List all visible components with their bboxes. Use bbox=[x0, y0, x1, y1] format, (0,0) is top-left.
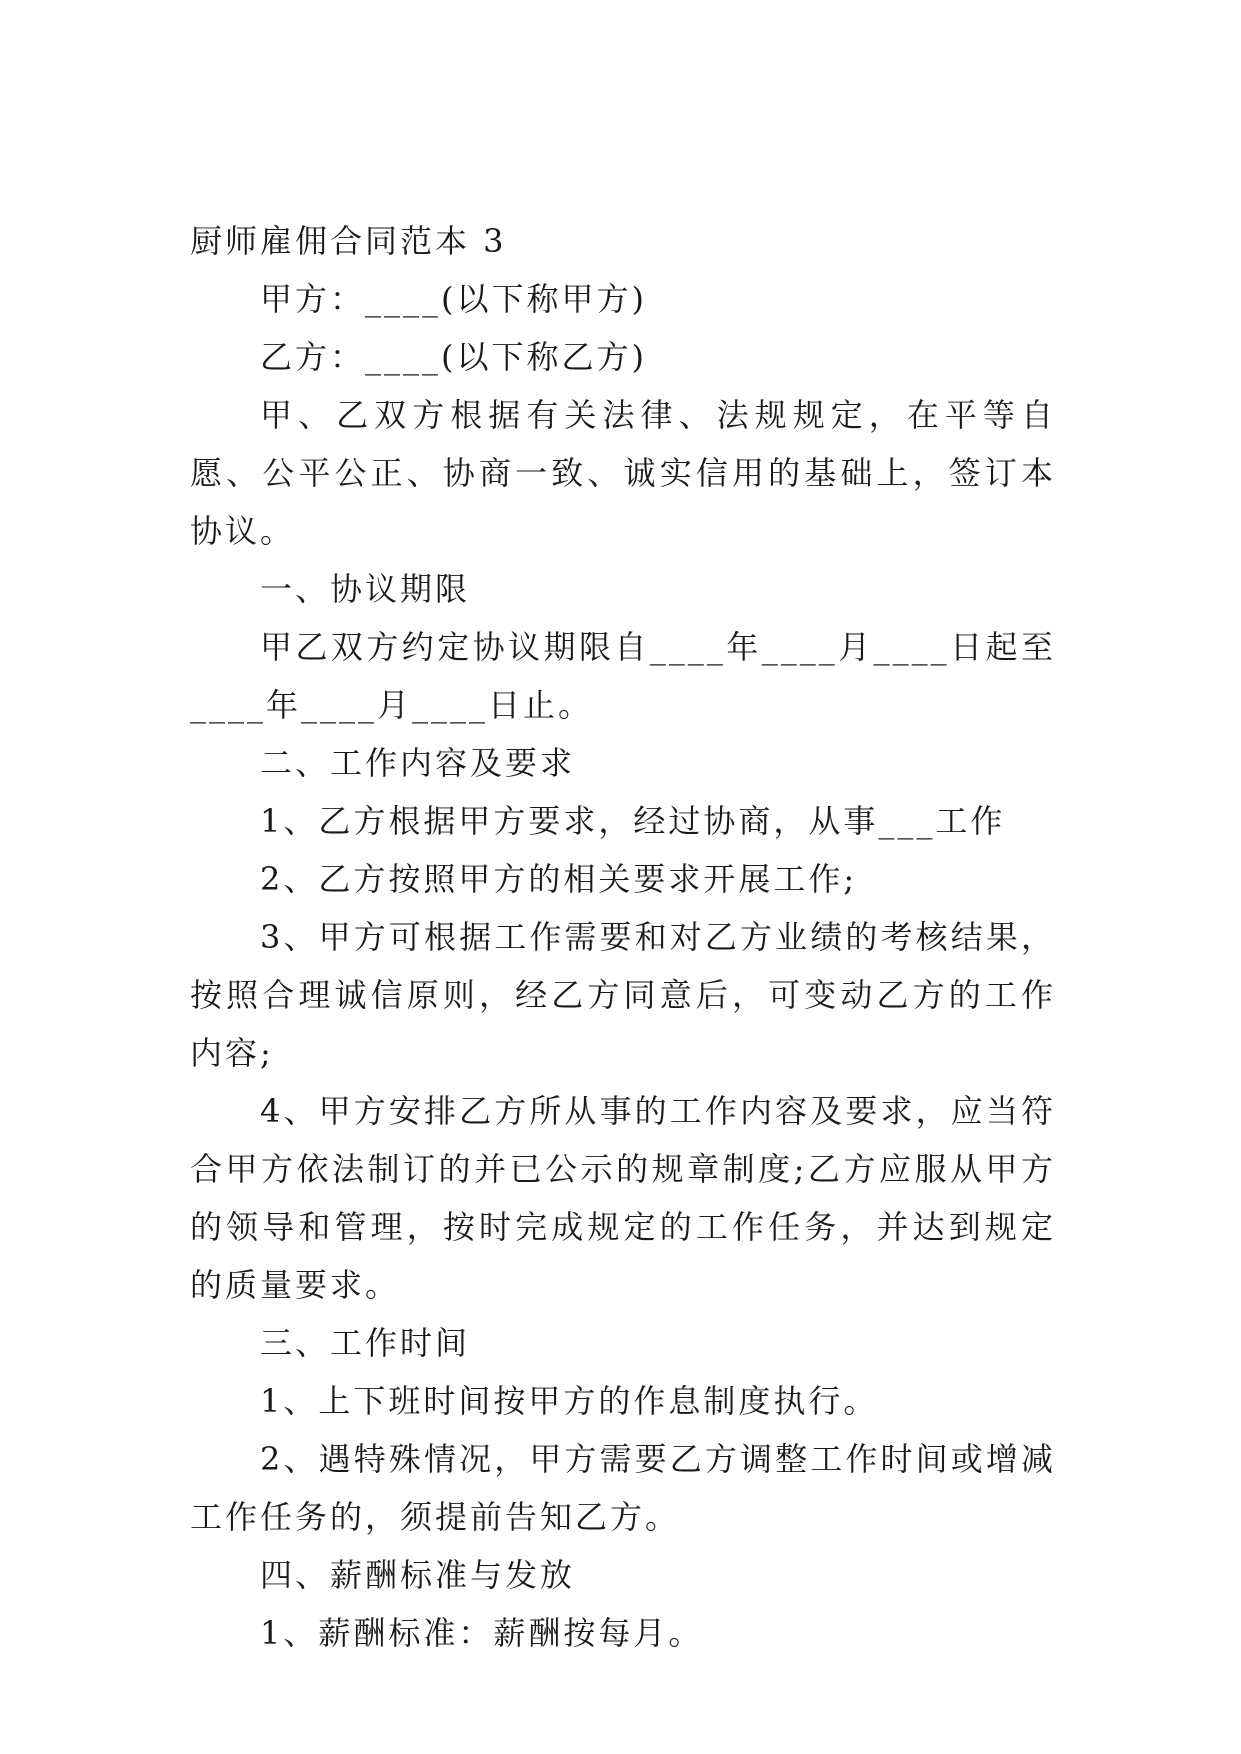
section-heading-salary: 四、薪酬标准与发放 bbox=[260, 1556, 576, 1594]
work-content-item-2: 2、乙方按照甲方的相关要求开展工作; bbox=[260, 860, 858, 898]
work-content-item-3: 3、甲方可根据工作需要和对乙方业绩的考核结果，按照合理诚信原则，经乙方同意后，可变动乙方的工作内容; bbox=[190, 918, 1056, 1072]
work-hours-item-1: 1、上下班时间按甲方的作息制度执行。 bbox=[260, 1382, 879, 1420]
section-heading-term: 一、协议期限 bbox=[260, 570, 471, 608]
document-body bbox=[190, 212, 1056, 1662]
work-hours-item-2: 2、遇特殊情况，甲方需要乙方调整工作时间或增减工作任务的，须提前告知乙方。 bbox=[190, 1440, 1056, 1536]
preamble-paragraph: 甲、乙双方根据有关法律、法规规定，在平等自愿、公平公正、协商一致、诚实信用的基础上，签订本协议。 bbox=[190, 396, 1056, 550]
document-title: 厨师雇佣合同范本 3 bbox=[190, 222, 507, 260]
salary-item-1: 1、薪酬标准：薪酬按每月。 bbox=[260, 1614, 704, 1652]
section-heading-work-content: 二、工作内容及要求 bbox=[260, 744, 576, 782]
party-a-line: 甲方：____(以下称甲方) bbox=[260, 280, 647, 318]
term-paragraph: 甲乙双方约定协议期限自____年____月____日起至____年____月____日止。 bbox=[190, 628, 1056, 724]
party-b-line: 乙方：____(以下称乙方) bbox=[260, 338, 647, 376]
work-content-item-1: 1、乙方根据甲方要求，经过协商，从事___工作 bbox=[260, 802, 1006, 840]
section-heading-work-hours: 三、工作时间 bbox=[260, 1324, 471, 1362]
work-content-item-4: 4、甲方安排乙方所从事的工作内容及要求，应当符合甲方依法制订的并已公示的规章制度;乙方应服从甲方的领导和管理，按时完成规定的工作任务，并达到规定的质量要求。 bbox=[190, 1092, 1056, 1304]
